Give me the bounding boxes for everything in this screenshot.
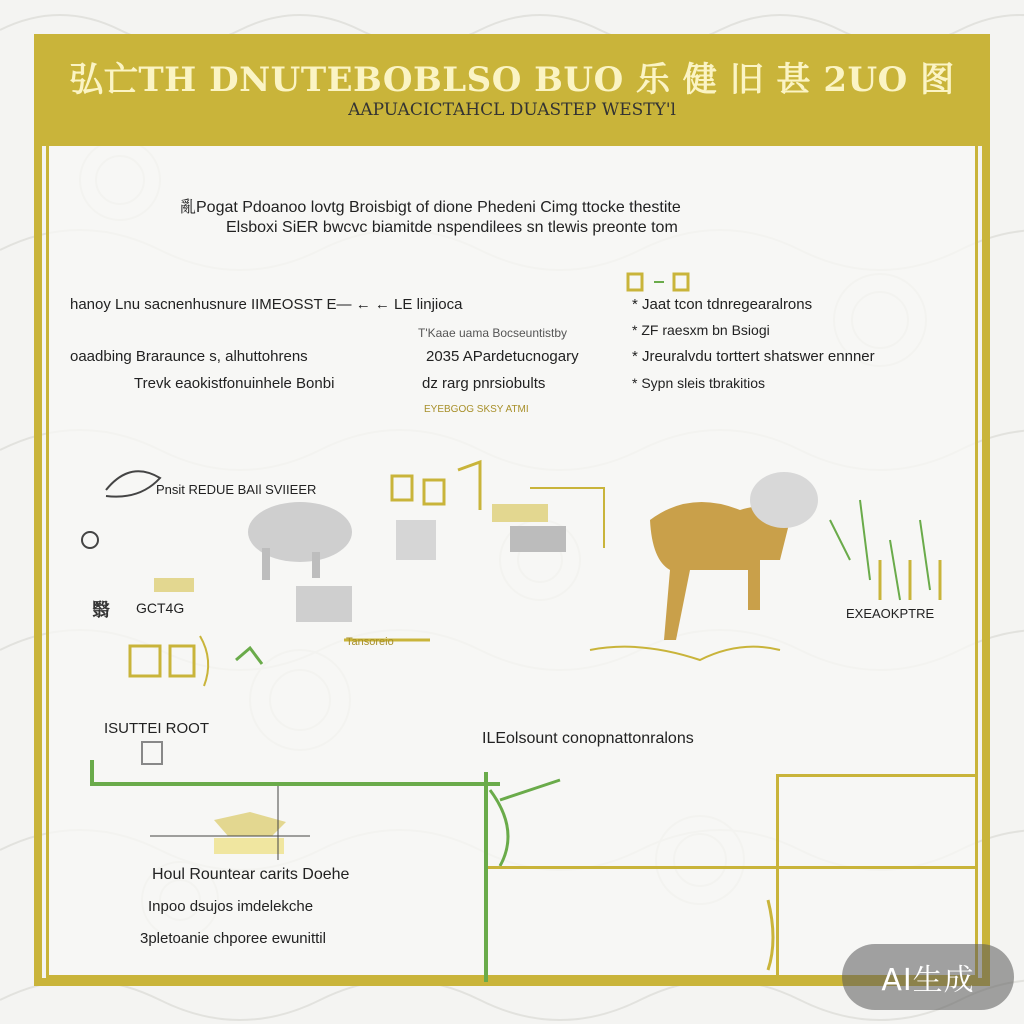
left-line-2: T'Kaae uama Bocseuntistby (418, 326, 568, 340)
gold-glyph-icon (624, 268, 704, 298)
intro-line-2: Elsboxi SiER bwcvc biamitde nspendilees sn tlewis preonte tom (226, 219, 678, 236)
left-line-4: Trevk eaokistfonuinhele Bonbi (134, 375, 335, 392)
ai-generated-badge: AI生成 (842, 944, 1014, 1010)
right-item-1-text: Jaat tcon tdnregearalrons (642, 296, 813, 313)
right-item-3: * Jreuralvdu torttert shatswer ennner (632, 348, 875, 365)
diagram-small-label: Tansoreio (346, 636, 394, 648)
left-line-5: 2035 APardetucnogary (426, 348, 579, 365)
diagram-label-root: ISUTTEI ROOT (104, 720, 209, 737)
right-item-1: * Jaat tcon tdnregearalrons (632, 296, 813, 313)
gold-box-top (776, 774, 978, 777)
diagram-label-system: Pnsit REDUE BAIl SVIIEER (156, 482, 317, 497)
diagram-label-chars-left: 翳 (92, 600, 110, 621)
page-title: 弘亡TH DNUTEBOBLSO BUO 乐 健 旧 甚 2UO 图 (69, 60, 955, 100)
right-item-4: * Sypn sleis tbrakitios (632, 375, 766, 391)
green-rail-vertical-left (90, 760, 94, 786)
diagram-label-right: EXEAOKPTRE (846, 606, 935, 621)
diagram-label-oct: GCT4G (136, 600, 185, 616)
right-item-4-text: Sypn sleis tbrakitios (641, 375, 766, 391)
gold-rail-bottom (488, 866, 978, 869)
green-rail-horizontal (90, 782, 500, 786)
green-rail-vertical-mid (484, 772, 488, 982)
page-subtitle: AAPUACICTAHCL DUASTEP WESTY'l (348, 100, 676, 120)
left-line-1: hanoy Lnu sacnenhusnure IIMEOSST E— ← ← LE linjioca (70, 296, 463, 313)
left-line-3: oaadbing Braraunce s, alhuttohrens (70, 348, 308, 365)
bottom-line-3: 3pletoanie chporee ewunittil (140, 930, 326, 947)
diagram-label-mid: ILEolsount conopnattonralons (482, 730, 694, 747)
bottom-line-1: Houl Rountear carits Doehe (152, 866, 350, 883)
gold-box-left (776, 774, 779, 978)
right-item-2-text: ZF raesxm bn Bsiogi (641, 322, 770, 338)
left-line-6: dz rarg pnrsiobults (422, 375, 546, 392)
inner-panel (46, 146, 978, 978)
right-item-2: * ZF raesxm bn Bsiogi (632, 322, 770, 338)
left-line-7: EYEBGOG SKSY ATMI (424, 404, 529, 415)
bottom-line-2: Inpoo dsujos imdelekche (148, 898, 314, 915)
right-item-3-text: Jreuralvdu torttert shatswer ennner (642, 348, 875, 365)
intro-line-1: 亂Pogat Pdoanoo lovtg Broisbigt of dione Phedeni Cimg ttocke thestite (180, 199, 681, 216)
